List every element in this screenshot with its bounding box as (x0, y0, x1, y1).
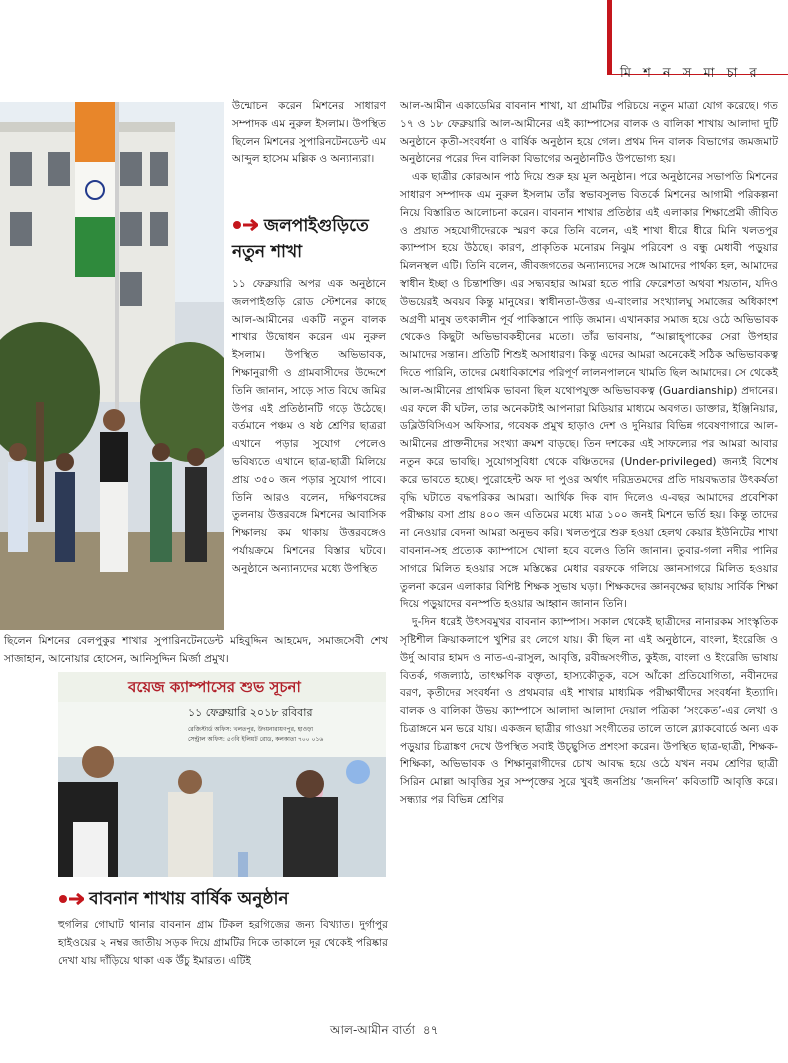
heading-line2: নতুন শাখা (232, 242, 303, 262)
heading-line1: জলপাইগুড়িতে (263, 216, 369, 236)
ceremony-photo (58, 672, 386, 877)
flag-hoisting-illustration (0, 102, 224, 630)
heading-babnan (58, 886, 388, 914)
banner-date: ১১ ফেব্রুয়ারি ২০১৮ রবিবার (188, 706, 313, 719)
col1-top-text: উন্মোচন করেন মিশনের সাধারণ সম্পাদক এম নুরুল ইসলাম। উপস্থিত ছিলেন মিশনের সুপারিনটেনডেন্ট এম আব্দুল হাসেম মল্লিক ও অন্যান্যরা। (232, 100, 386, 166)
col2-paragraph-3: দু-দিন ধরেই উৎসবমুখর বাবনান ক্যাম্পাস। সকাল থেকেই ছাত্রীদের নানারকম সাংস্কৃতিক সৃষ্টিশীল ক্রিয়াকলাপে খুশির রং লেগে যায়। কী ছিল না এই অনুষ্ঠানে, বাংলা, ইংরেজি ও উর্দু আবার হামদ ও নাত-এ-রাসুল, আবৃত্তি, রবীন্দ্রসংগীত, কুইজ, বাংলা ও ইংরেজি ভাষায় বিতর্ক, গজল্যাঠ, তাৎক্ষণিক বক্তৃতা, হাস্যকৌতুক, বসে আঁকো প্রতিযোগিতা, নবীনদের বরণ, কৃতীদের সংবর্ধনা ও প্রথমবার এই শাখার মাধ্যমিক পরীক্ষার্থীদের সংবর্ধনা ইত্যাদি। বালক ও বালিকা উভয় ক্যাম্পাসে আলাদা আলাদা দেয়াল পত্রিকা ‘সংকেত’-এর লেখা ও চিত্রাঙ্গনে মন ভরে যায়। একজন ছাত্রীর গাওয়া সংগীতের তালে তালে ব্ল্যাকবোর্ডে অন্য এক পড়ুয়ার চিত্রাঙ্কণ দেখে উপস্থিত সবাই উচ্ছ্বসিত প্রশংসা করেন। উপস্থিত ছাত্র-ছাত্রী, শিক্ষক-শিক্ষিকা, অভিভাবক ও শিক্ষানুরাগীদের চোখ আবদ্ধ হয়ে ওঠে যখন নবম শ্রেণির ছাত্রী সিরিন মোল্লা আবৃত্তির সুর সম্পৃক্তের সুরে খুবই জনপ্রিয় ‘জনদিন’ কবিতাটি আবৃত্তি করে। সন্ধ্যার পর বিভিন্ন শ্রেণির (400, 616, 778, 807)
footer-label: আল-আমীন বার্তা (330, 1023, 415, 1037)
banner-office-1: রেজিস্টার্ড অফিস: খলতপুর, উদয়নারায়ণপুর, হাওড়া (188, 726, 314, 733)
flag-hoisting-photo (0, 102, 224, 630)
header-accent-bar (607, 0, 612, 74)
col2-paragraph-1: আল-আমীন একাডেমির বাবনান শাখা, যা গ্রামটির পরিচয়ে নতুন মাত্রা যোগ করেছে। গত ১৭ ও ১৮ ফেব্রুয়ারি আল-আমীনের এই ক্যাম্পাসের বালক ও বালিকা শাখায় আলাদা দুটি অনুষ্ঠানে কৃতী-সংবর্ধনা ও বার্ষিক অনুষ্ঠান হয়ে গেল। প্রথম দিন বালক বিভাগের জমজমাট অনুষ্ঠানের পরের দিন বালিকা বিভাগের অনুষ্ঠানটিও উপভোগ্য হয়। (400, 100, 778, 166)
col1-body-text: ১১ ফেব্রুয়ারি অপর এক অনুষ্ঠানে জলপাইগুড়ি রোড স্টেশনের কাছে আল-আমীনের একটি নতুন বালক শাখার উদ্বোধন করেন এম নুরুল ইসলাম। উপস্থিত অভিভাবক, শিক্ষানুরাগী ও গ্রামবাসীদের উদ্দেশে তিনি জানান, সাড়ে সাত বিঘে জমির উপর এই প্রতিষ্ঠানটি গড়ে উঠেছে। বর্তমানে পঞ্চম ও ষষ্ঠ শ্রেণির ছাত্ররা এখানে পড়ার সুযোগ পেলেও ভবিষ্যতে এখানে ছাত্র-ছাত্রী মিলিয়ে প্রায় ৩৫০ জন পড়ার সুযোগ পাবে। তিনি আরও বলেন, দক্ষিণবঙ্গের তুলনায় উত্তরবঙ্গে মিশনের আবাসিক শিক্ষালয় কম থাকায় উত্তরবঙ্গেও পর্যায়ক্রমে মিশনের বিস্তার ঘটবে। অনুষ্ঠানে অন্যান্যদের মধ্যে উপস্থিত (232, 278, 386, 575)
col1-wide-text: ছিলেন মিশনের বেলপুকুর শাখার সুপারিনটেনডেন্ট মহিবুদ্দিন আহমেদ, সমাজসেবী শেখ সাজাহান, আনোয়ার হোসেন, আনিসুদ্দিন মির্জা প্রমুখ। (4, 635, 388, 665)
banner-title: বয়েজ ক্যাম্পাসের শুভ সূচনা (128, 678, 301, 696)
heading-marker-icon (232, 214, 258, 238)
ceremony-illustration (58, 672, 386, 877)
heading-babnan-text: বাবনান শাখায় বার্ষিক অনুষ্ঠান (89, 889, 289, 909)
section-title: মি শ ন স মা চা র (620, 66, 761, 81)
heading-marker-icon (58, 890, 84, 909)
page-number: ৪৭ (422, 1023, 439, 1037)
banner-office-2: সেন্ট্রাল অফিস: ৫৩বি ইলিয়ট রোড, কলকাতা ৭০০ ০১৬ (188, 736, 324, 743)
col2-paragraph-2: এক ছাত্রীর কোরআন পাঠ দিয়ে শুরু হয় মূল অনুষ্ঠান। পরে অনুষ্ঠানের সভাপতি মিশনের সাধারণ সম্পাদক এম নুরুল ইসলাম তাঁর স্বভাবসুলভ বিতর্কে মিশনের আগামী পরিকল্পনা নিয়ে বিস্তারিত আলোচনা করেন। বাবনান শাখার প্রতিষ্ঠার এই এলাকার শিক্ষাপ্রেমী জীবিত ও প্রয়াত সহযোগীদেরকে স্মরণ করে তিনি বলেন, এই শাখা ধীরে ধীরে মিনি খলতপুর ক্যাম্পাস হয়ে উঠছে। কারণ, প্রাকৃতিক মনোরম নিঝুম পরিবেশ ও বন্ধু মেধাবী পড়ুয়ার মিলনস্থল এটি। তিনি বলেন, জীবজগতের অন্যান্যদের সঙ্গে আমাদের পার্থক্য হল, আমাদের স্বাধীন ইচ্ছা ও চিন্তাশক্তি। এর সদ্ব্যবহার আমরা হতে পারি ফেরেশতা অথবা শয়তান, যদিও উভয়েরই অবয়ব কিন্তু মানুষের। স্বাধীনতা-উত্তর এ-বাংলার সংখ্যালঘু সমাজের অধিকাংশ অগ্রণী মানুষ তৎকালীন পূর্ব পাকিস্তানে পাড়ি জমান। এখানকার সমাজ হয়ে ওঠে অভিভাবক থেকেও কিছুটা অভিভাবকহীনের মতো। তাঁর ভাবনায়, “আল্লাহ্‌পাকের সেরা উপহার আমাদের সন্তান। প্রতিটি শিশুই অসাধারণ। কিন্তু এদের আমরা অনেকেই সঠিক অভিভাবকত্ব দিতে পারিনি, তাদের মেধাবিকাশের পরিপূর্ণ লালনপালনে খামতি ছিল আমাদের। সে থেকেই আল-আমীনের প্রাথমিক ভাবনা ছিল যথোপযুক্ত অভিভাবকত্ব (Guardianship) প্রদানের। এর ফলে কী ঘটল, তার অনেকটাই আপনারা মিডিয়ার মাধ্যমে অবগত। ডাক্তার, ইঞ্জিনিয়ার, ডব্লিউবিসিএস অফিসার, গবেষক প্রমুখ হাড়াও দেশ ও দুনিয়ার বিভিন্ন গবেষণাগারে আল-আমীনের প্রাক্তনীদের সংখ্যা ক্রমশ বাড়ছে। তিন দশকের এই সাফল্যের পর আমরা আবার নতুন করে ভাবছি। সুযোগসুবিধা থেকে বঞ্চিতদের (Under-privileged) জন্যই বিশেষ করে ভাবতে হচ্ছে। পুরোহেন্ট অফ দা পুওর অর্থাৎ দরিদ্রতমদের প্রতি দায়বদ্ধতার উৎকর্ষতা বৃদ্ধি ঘটাতে বদ্ধপরিকর আমরা। আর্থিক দিক বাদ দিলেও এ-বছর আমাদের প্রবেশিকা পরীক্ষায় বসা প্রায় ৪০০ জন এতিমের মধ্যে মাত্র ১০০ জনই মিশনে ভর্তি হয়। কিন্তু তাদের না নেওয়ার বেদনা আমরা অনুভব করি। খলতপুরে শুরু হওয়া হেলথ কেয়ার ইউনিটের শাখা বাবনান-সহ প্রত্যেক ক্যাম্পাসে খোলা হবে বলেও তিনি জানান। তুবার-গলা নদীর পানির সাগরে মিলিত হওয়ার সঙ্গে মস্তিষ্কের মেধার বরফকে গলিয়ে জ্ঞানসাগরে মিলিত হওয়ার তুলনা করেন এলাকার বিশিষ্ট শিক্ষক সুভাষ ঘড়া। শিক্ষকদের জ্ঞানবৃক্ষের ছায়ায় সার্বিক শিক্ষা দিয়ে পড়ুয়াদের বনস্পতি হওয়ার আহ্বান জানান তিনি। (400, 171, 779, 611)
heading-jalpaiguri (232, 214, 388, 266)
footer (330, 1022, 438, 1042)
col1-bottom-text: হুগলির গোঘাট থানার বাবনান গ্রাম টিকল হরগিজের জন্য বিখ্যাত। দুর্গাপুর হাইওয়ের ২ নম্বর জাতীয় সড়ক দিয়ে গ্রামটির দিকে তাকালে দূর থেকেই পরিষ্কার দেখা যায় দাঁড়িয়ে থাকা এক উঁচু ইমারত। এটিই (58, 919, 388, 967)
col2-text (400, 98, 778, 810)
